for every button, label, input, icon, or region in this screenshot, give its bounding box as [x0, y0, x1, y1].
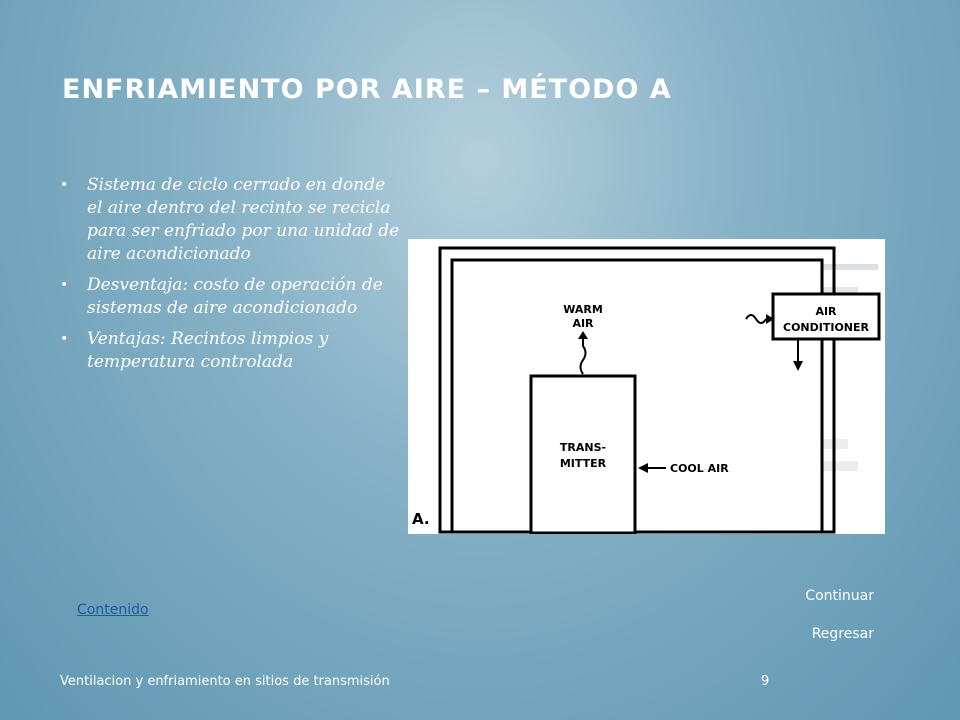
warm-air-label-1: WARM: [563, 303, 603, 316]
bullet-item: [60, 274, 400, 320]
cooling-diagram: [408, 239, 885, 534]
air-conditioner-label-1: AIR: [815, 305, 837, 318]
bullet-dot: •: [60, 177, 69, 193]
enclosure-inner: [452, 260, 822, 532]
transmitter-box: [531, 376, 635, 533]
bullet-dot: •: [60, 277, 69, 293]
bullet-dot: •: [60, 331, 69, 347]
bullet-item: [60, 328, 400, 374]
transmitter-label-2: MITTER: [559, 457, 607, 470]
bullet-text: Sistema de ciclo cerrado en donde el aire dentro del recinto se recicla para ser enfriado por una unidad de aire acondicionado: [87, 175, 400, 264]
regresar-button[interactable]: Regresar: [811, 626, 874, 642]
air-conditioner-label-2: CONDITIONER: [783, 321, 869, 334]
slide-number: 9: [761, 674, 770, 689]
contenido-link[interactable]: Contenido: [77, 602, 149, 618]
bullet-list: [60, 174, 400, 382]
cooling-diagram-svg: [408, 239, 885, 534]
warm-air-label-2: AIR: [572, 317, 594, 330]
continuar-button[interactable]: Continuar: [805, 588, 874, 604]
slide-title: ENFRIAMIENTO POR AIRE – MÉTODO A: [62, 74, 672, 105]
bullet-text: Desventaja: costo de operación de sistemas de aire acondicionado: [87, 275, 383, 318]
figure-label: A.: [412, 510, 430, 528]
bullet-text: Ventajas: Recintos limpios y temperatura controlada: [87, 329, 329, 372]
bullet-item: [60, 174, 400, 266]
transmitter-label-1: TRANS-: [559, 441, 607, 454]
cool-air-label: COOL AIR: [670, 462, 729, 475]
footer-text: Ventilacion y enfriamiento en sitios de transmisión: [60, 674, 390, 689]
